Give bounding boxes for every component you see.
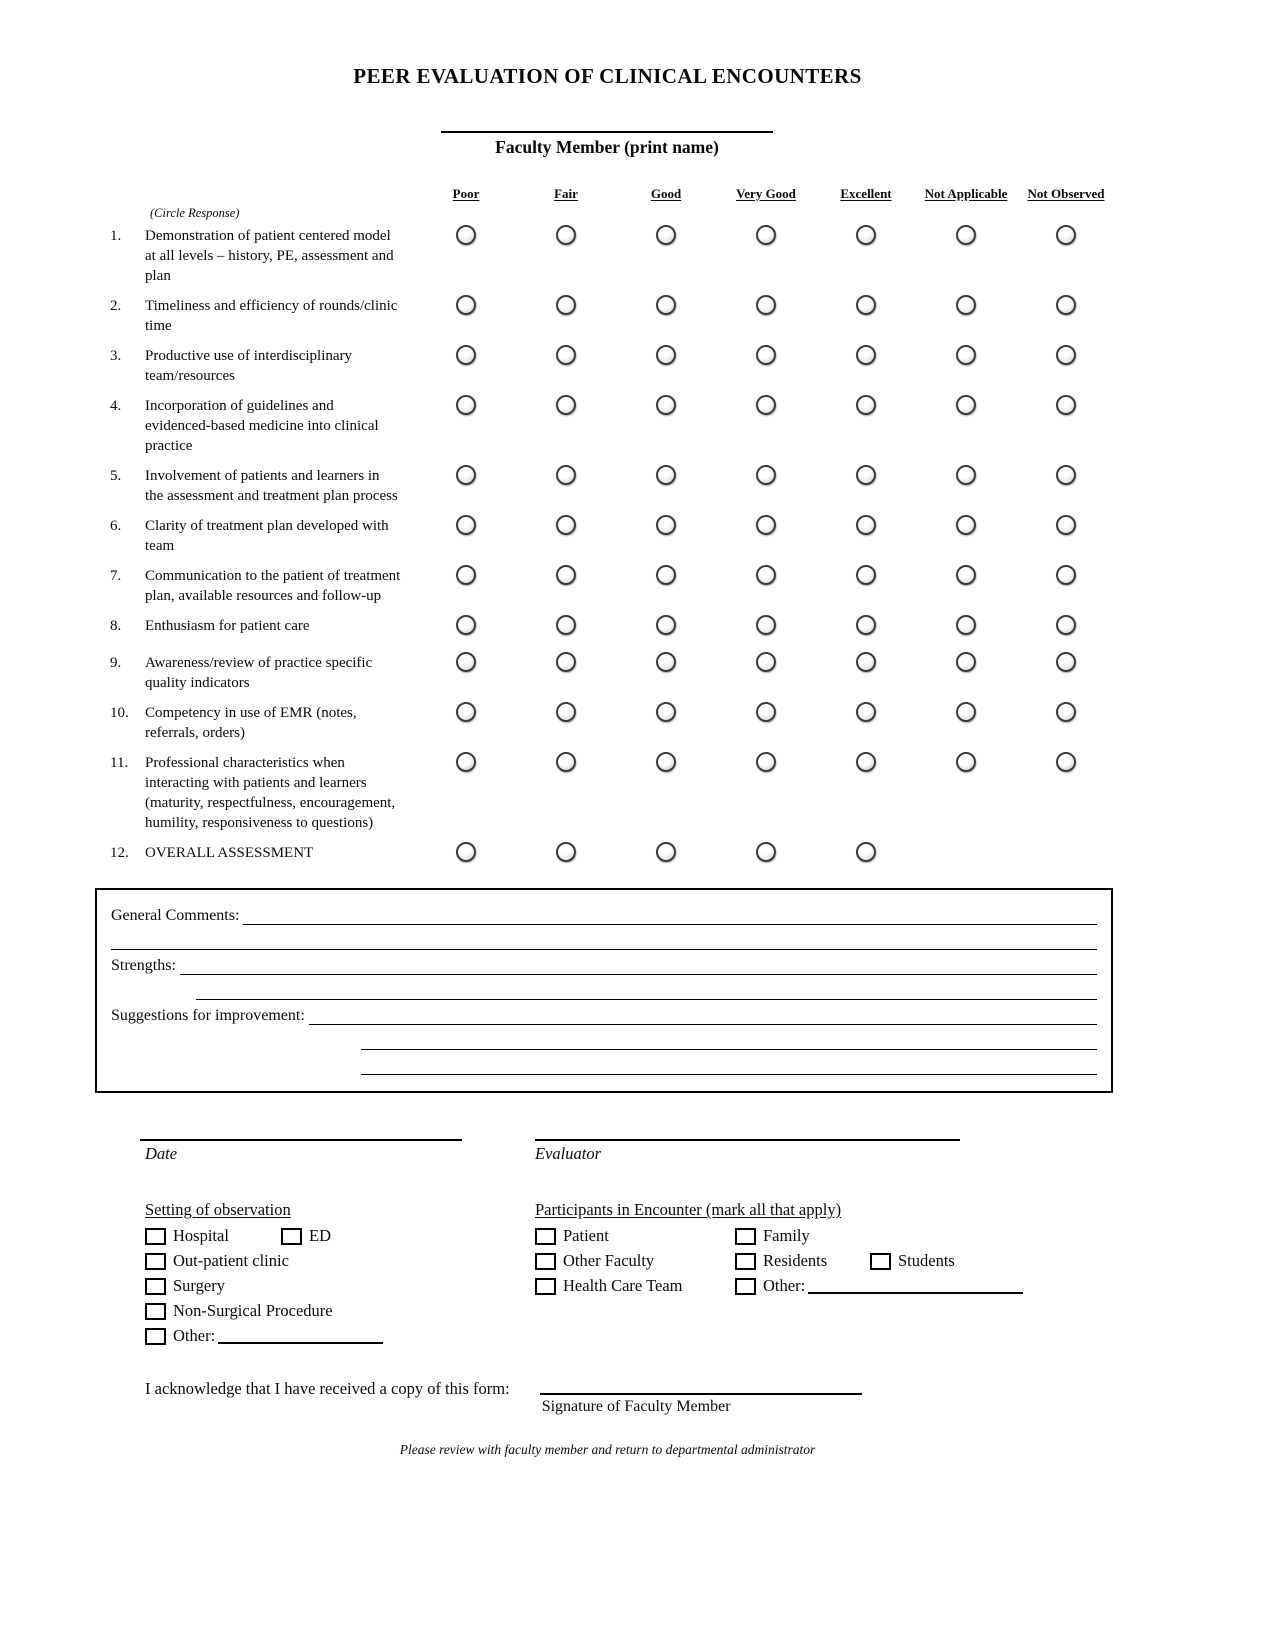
setting-option-surgery: [145, 1276, 281, 1296]
acknowledgment-text: I acknowledge that I have received a copy of this form:: [145, 1379, 510, 1398]
participants-checkbox-family[interactable]: [735, 1228, 756, 1245]
option-label: Residents: [763, 1251, 828, 1270]
faculty-signature-block: [540, 1377, 862, 1416]
date-field[interactable]: [140, 1139, 462, 1164]
rating-cell: [1016, 703, 1116, 743]
rating-circle-8-very-good[interactable]: [756, 615, 776, 635]
rating-circle-1-good[interactable]: [656, 225, 676, 245]
rating-circle-3-excellent[interactable]: [856, 345, 876, 365]
rating-cell: [816, 516, 916, 556]
rating-cell: [816, 753, 916, 833]
rating-cell: [616, 396, 716, 456]
option-label: Patient: [563, 1226, 609, 1245]
setting-heading: Setting of observation: [145, 1200, 291, 1219]
rating-cell: [616, 653, 716, 693]
rating-row-12: [110, 843, 1275, 870]
rating-circle-10-excellent[interactable]: [856, 702, 876, 722]
evaluator-field[interactable]: [535, 1139, 960, 1164]
comments-box: [95, 888, 1113, 1093]
suggestions-line-3[interactable]: [361, 1050, 1097, 1075]
rating-cell: [616, 516, 716, 556]
setting-other-blank-line[interactable]: [218, 1329, 383, 1344]
rating-circle-2-very-good[interactable]: [756, 295, 776, 315]
rating-cell: [816, 296, 916, 336]
rating-circle-11-poor[interactable]: [456, 752, 476, 772]
column-header-fair: Fair: [554, 186, 578, 201]
rating-cell: [916, 346, 1016, 386]
general-comments-line-2[interactable]: [111, 925, 1097, 950]
item-text: Timeliness and efficiency of rounds/clinic time: [145, 298, 398, 334]
setting-option-other: [145, 1326, 383, 1346]
rating-row-5: [110, 466, 1275, 506]
rating-cell: [516, 466, 616, 506]
rating-circle-10-not-observed[interactable]: [1056, 702, 1076, 722]
rating-cell: [716, 516, 816, 556]
acknowledgment-section: [145, 1377, 1275, 1416]
rating-circle-11-very-good[interactable]: [756, 752, 776, 772]
rating-circle-6-very-good[interactable]: [756, 515, 776, 535]
rating-cell: [816, 346, 916, 386]
rating-cell: [1016, 296, 1116, 336]
rating-row-4: [110, 396, 1275, 456]
rating-row-2: [110, 296, 1275, 336]
item-text: Demonstration of patient centered model at all levels – history, PE, assessment and plan: [145, 228, 394, 284]
setting-option-row: [145, 1226, 535, 1246]
rating-cell: [916, 566, 1016, 606]
item-text: Incorporation of guidelines and evidenced-based medicine into clinical practice: [145, 398, 379, 454]
item-number: 4.: [110, 398, 122, 414]
rating-header-row: [416, 186, 1275, 202]
rating-circle-5-poor[interactable]: [456, 465, 476, 485]
rating-circle-9-fair[interactable]: [556, 652, 576, 672]
rating-cell: [416, 616, 516, 643]
rating-cell: [716, 703, 816, 743]
rating-circle-1-not-observed[interactable]: [1056, 225, 1076, 245]
setting-options: [145, 1226, 535, 1346]
participants-group: [535, 1200, 1275, 1351]
form-title: PEER EVALUATION OF CLINICAL ENCOUNTERS: [353, 64, 862, 88]
setting-option-ed: [281, 1226, 331, 1246]
rating-row-7: [110, 566, 1275, 606]
option-label: Students: [898, 1251, 955, 1270]
rating-cell: [1016, 566, 1116, 606]
rating-cell: [816, 466, 916, 506]
rating-circle-3-poor[interactable]: [456, 345, 476, 365]
participants-option-other: [735, 1276, 1023, 1296]
item-number: 8.: [110, 618, 122, 634]
rating-circle-11-excellent[interactable]: [856, 752, 876, 772]
setting-checkbox-surgery[interactable]: [145, 1278, 166, 1295]
rating-cell: [816, 703, 916, 743]
strengths-line-2[interactable]: [196, 975, 1097, 1000]
setting-option-row: [145, 1276, 535, 1296]
participants-option-other-faculty: [535, 1251, 735, 1271]
column-header-poor: Poor: [452, 186, 480, 201]
rating-cell: [1016, 346, 1116, 386]
rating-circle-10-good[interactable]: [656, 702, 676, 722]
rating-circle-9-not-observed[interactable]: [1056, 652, 1076, 672]
rating-cell: [516, 616, 616, 643]
setting-checkbox-other[interactable]: [145, 1328, 166, 1345]
rating-cell: [416, 753, 516, 833]
participants-heading: Participants in Encounter (mark all that apply): [535, 1200, 842, 1219]
rating-cell: [616, 566, 716, 606]
rating-cell: [616, 346, 716, 386]
date-evaluator-row: [140, 1139, 1275, 1164]
rating-circle-6-not-applicable[interactable]: [956, 515, 976, 535]
item-number: 10.: [110, 705, 129, 721]
suggestions-line-2[interactable]: [361, 1025, 1097, 1050]
rating-cell: [416, 296, 516, 336]
option-label: Hospital: [173, 1226, 229, 1245]
rating-row-3: [110, 346, 1275, 386]
rating-circle-3-fair[interactable]: [556, 345, 576, 365]
rating-circle-7-good[interactable]: [656, 565, 676, 585]
observation-section: [145, 1200, 1275, 1351]
rating-cell: [816, 653, 916, 693]
rating-circle-11-not-applicable[interactable]: [956, 752, 976, 772]
rating-cell: [516, 566, 616, 606]
rating-circle-8-not-observed[interactable]: [1056, 615, 1076, 635]
rating-cell: [516, 753, 616, 833]
rating-cell: [616, 296, 716, 336]
rating-cell: [716, 226, 816, 286]
setting-option-row: [145, 1251, 535, 1271]
rating-cell: [916, 396, 1016, 456]
setting-checkbox-non-surgical-procedure[interactable]: [145, 1303, 166, 1320]
rating-cell: [616, 703, 716, 743]
setting-option-row: [145, 1326, 535, 1346]
rating-cell: [616, 226, 716, 286]
item-text: Professional characteristics when interacting with patients and learners (maturity, respectfulness, encouragement, humility, responsiveness to questions): [145, 755, 396, 831]
item-number: 1.: [110, 228, 122, 244]
rating-circle-4-poor[interactable]: [456, 395, 476, 415]
rating-cell: [716, 396, 816, 456]
rating-circle-12-very-good[interactable]: [756, 842, 776, 862]
rating-cell: [416, 516, 516, 556]
rating-circle-9-poor[interactable]: [456, 652, 476, 672]
rating-circle-9-not-applicable[interactable]: [956, 652, 976, 672]
item-number: 2.: [110, 298, 122, 314]
rating-circle-1-excellent[interactable]: [856, 225, 876, 245]
rating-cell: [616, 843, 716, 870]
rating-circle-8-not-applicable[interactable]: [956, 615, 976, 635]
rating-cell: [716, 616, 816, 643]
rating-circle-2-fair[interactable]: [556, 295, 576, 315]
rating-row-11: [110, 753, 1275, 833]
participants-option-row: [535, 1226, 1275, 1246]
option-label: Out-patient clinic: [173, 1251, 289, 1270]
rating-circle-3-very-good[interactable]: [756, 345, 776, 365]
participants-option-patient: [535, 1226, 735, 1246]
column-header-good: Good: [650, 186, 682, 201]
rating-cell: [816, 843, 916, 870]
rating-row-9: [110, 653, 1275, 693]
rating-circle-1-very-good[interactable]: [756, 225, 776, 245]
faculty-name-block: [441, 131, 773, 158]
rating-cell: [916, 466, 1016, 506]
rating-cell: [916, 843, 1016, 870]
rating-cell: [416, 566, 516, 606]
option-label: Surgery: [173, 1276, 225, 1295]
rating-cell: [816, 396, 916, 456]
rating-cell: [716, 653, 816, 693]
faculty-signature-line[interactable]: [540, 1377, 862, 1395]
rating-cell: [716, 843, 816, 870]
rating-cell: [916, 516, 1016, 556]
rating-circle-2-excellent[interactable]: [856, 295, 876, 315]
suggestions-row: [111, 1000, 1097, 1025]
general-comments-row: [111, 900, 1097, 925]
setting-checkbox-out-patient-clinic[interactable]: [145, 1253, 166, 1270]
rating-circle-8-fair[interactable]: [556, 615, 576, 635]
rating-circle-7-not-applicable[interactable]: [956, 565, 976, 585]
rating-cell: [716, 753, 816, 833]
rating-cell: [1016, 396, 1116, 456]
rating-circle-1-poor[interactable]: [456, 225, 476, 245]
rating-circle-10-not-applicable[interactable]: [956, 702, 976, 722]
rating-cell: [1016, 843, 1116, 870]
rating-circle-7-very-good[interactable]: [756, 565, 776, 585]
rating-cell: [716, 346, 816, 386]
rating-circle-4-not-applicable[interactable]: [956, 395, 976, 415]
setting-checkbox-ed[interactable]: [281, 1228, 302, 1245]
rating-cell: [516, 843, 616, 870]
rating-circle-6-fair[interactable]: [556, 515, 576, 535]
rating-cell: [1016, 516, 1116, 556]
rating-cell: [516, 653, 616, 693]
rating-circle-11-good[interactable]: [656, 752, 676, 772]
strengths-line-1[interactable]: [180, 953, 1097, 975]
rating-circle-8-good[interactable]: [656, 615, 676, 635]
rating-cell: [816, 566, 916, 606]
rating-circle-2-poor[interactable]: [456, 295, 476, 315]
rating-circle-11-fair[interactable]: [556, 752, 576, 772]
rating-cell: [816, 616, 916, 643]
rating-cell: [916, 616, 1016, 643]
option-label: Other:: [173, 1326, 216, 1345]
rating-cell: [916, 703, 1016, 743]
item-text: OVERALL ASSESSMENT: [145, 845, 314, 861]
rating-cell: [716, 466, 816, 506]
option-label: Family: [763, 1226, 810, 1245]
rating-cell: [416, 843, 516, 870]
rating-cell: [716, 296, 816, 336]
participants-checkbox-other-faculty[interactable]: [535, 1253, 556, 1270]
column-header-excellent: Excellent: [840, 186, 892, 201]
rating-cell: [416, 703, 516, 743]
rating-circle-8-poor[interactable]: [456, 615, 476, 635]
rating-circle-5-not-observed[interactable]: [1056, 465, 1076, 485]
rating-circle-7-poor[interactable]: [456, 565, 476, 585]
rating-cell: [616, 466, 716, 506]
rating-cell: [516, 516, 616, 556]
rating-circle-6-excellent[interactable]: [856, 515, 876, 535]
evaluator-label: Evaluator: [535, 1144, 601, 1163]
rating-cell: [716, 566, 816, 606]
rating-circle-6-poor[interactable]: [456, 515, 476, 535]
setting-option-out-patient-clinic: [145, 1251, 289, 1271]
circle-response-note: (Circle Response): [150, 206, 240, 220]
rating-circle-4-very-good[interactable]: [756, 395, 776, 415]
rating-row-8: [110, 616, 1275, 643]
rating-cell: [416, 396, 516, 456]
suggestions-label: Suggestions for improvement:: [111, 1007, 305, 1024]
rating-cell: [916, 226, 1016, 286]
date-label: Date: [145, 1144, 178, 1163]
setting-checkbox-hospital[interactable]: [145, 1228, 166, 1245]
faculty-signature-label: Signature of Faculty Member: [541, 1398, 731, 1415]
rating-cell: [516, 296, 616, 336]
item-number: 11.: [110, 755, 129, 771]
rating-row-6: [110, 516, 1275, 556]
item-text: Involvement of patients and learners in the assessment and treatment plan process: [145, 468, 398, 504]
rating-cell: [416, 226, 516, 286]
rating-cell: [1016, 226, 1116, 286]
participants-option-row: [535, 1251, 1275, 1271]
participants-option-row: [535, 1276, 1275, 1296]
rating-cell: [616, 616, 716, 643]
rating-cell: [1016, 753, 1116, 833]
form-header: [0, 0, 1215, 89]
item-number: 6.: [110, 518, 122, 534]
rating-cell: [916, 653, 1016, 693]
item-number: 5.: [110, 468, 122, 484]
item-text: Clarity of treatment plan developed with team: [145, 518, 389, 554]
option-label: Other:: [763, 1276, 806, 1295]
rating-cell: [616, 753, 716, 833]
rating-cell: [1016, 653, 1116, 693]
participants-checkbox-patient[interactable]: [535, 1228, 556, 1245]
rating-circle-2-not-applicable[interactable]: [956, 295, 976, 315]
rating-circle-5-not-applicable[interactable]: [956, 465, 976, 485]
participants-option-residents: [735, 1251, 870, 1271]
rating-circle-12-poor[interactable]: [456, 842, 476, 862]
general-comments-line-1[interactable]: [243, 903, 1097, 925]
rating-circle-2-good[interactable]: [656, 295, 676, 315]
rating-circle-1-not-applicable[interactable]: [956, 225, 976, 245]
participants-checkbox-students[interactable]: [870, 1253, 891, 1270]
rating-cell: [1016, 466, 1116, 506]
rating-rows: [110, 226, 1275, 870]
item-text: Productive use of interdisciplinary team/resources: [145, 348, 353, 384]
rating-cell: [516, 703, 616, 743]
item-text: Enthusiasm for patient care: [145, 618, 310, 634]
suggestions-line-1[interactable]: [309, 1003, 1097, 1025]
participants-checkbox-health-care-team[interactable]: [535, 1278, 556, 1295]
rating-cell: [416, 466, 516, 506]
option-label: ED: [309, 1226, 331, 1245]
rating-circle-6-good[interactable]: [656, 515, 676, 535]
rating-circle-3-good[interactable]: [656, 345, 676, 365]
rating-circle-3-not-applicable[interactable]: [956, 345, 976, 365]
participant-options: [535, 1226, 1275, 1296]
rating-cell: [916, 753, 1016, 833]
item-number: 12.: [110, 845, 129, 861]
participants-option-students: [870, 1251, 955, 1271]
rating-circle-7-excellent[interactable]: [856, 565, 876, 585]
column-header-very-good: Very Good: [736, 186, 796, 201]
rating-cell: [416, 346, 516, 386]
item-number: 7.: [110, 568, 122, 584]
rating-row-1: [110, 226, 1275, 286]
setting-option-row: [145, 1301, 535, 1321]
rating-circle-9-very-good[interactable]: [756, 652, 776, 672]
rating-circle-2-not-observed[interactable]: [1056, 295, 1076, 315]
rating-circle-12-excellent[interactable]: [856, 842, 876, 862]
rating-cell: [516, 226, 616, 286]
rating-circle-7-not-observed[interactable]: [1056, 565, 1076, 585]
participants-other-blank-line[interactable]: [808, 1279, 1023, 1294]
rating-circle-10-fair[interactable]: [556, 702, 576, 722]
option-label: Non-Surgical Procedure: [173, 1301, 333, 1320]
rating-circle-11-not-observed[interactable]: [1056, 752, 1076, 772]
rating-circle-10-very-good[interactable]: [756, 702, 776, 722]
rating-circle-4-fair[interactable]: [556, 395, 576, 415]
option-label: Other Faculty: [563, 1251, 655, 1270]
rating-circle-10-poor[interactable]: [456, 702, 476, 722]
item-text: Competency in use of EMR (notes, referrals, orders): [145, 705, 357, 741]
rating-circle-9-excellent[interactable]: [856, 652, 876, 672]
rating-circle-9-good[interactable]: [656, 652, 676, 672]
column-header-not-observed: Not Observed: [1027, 186, 1105, 201]
rating-circle-8-excellent[interactable]: [856, 615, 876, 635]
faculty-name-label: Faculty Member (print name): [495, 137, 719, 157]
column-header-not-applicable: Not Applicable: [924, 186, 1008, 201]
rating-circle-4-excellent[interactable]: [856, 395, 876, 415]
setting-of-observation-group: [145, 1200, 535, 1351]
setting-option-non-surgical-procedure: [145, 1301, 333, 1321]
rating-circle-7-fair[interactable]: [556, 565, 576, 585]
rating-cell: [816, 226, 916, 286]
item-text: Awareness/review of practice specific quality indicators: [145, 655, 373, 691]
item-text: Communication to the patient of treatment plan, available resources and follow-up: [145, 568, 401, 604]
participants-checkbox-residents[interactable]: [735, 1253, 756, 1270]
rating-circle-4-good[interactable]: [656, 395, 676, 415]
strengths-label: Strengths:: [111, 957, 176, 974]
general-comments-label: General Comments:: [111, 907, 240, 924]
rating-circle-5-good[interactable]: [656, 465, 676, 485]
rating-circle-4-not-observed[interactable]: [1056, 395, 1076, 415]
rating-cell: [516, 346, 616, 386]
rating-circle-6-not-observed[interactable]: [1056, 515, 1076, 535]
rating-circle-12-fair[interactable]: [556, 842, 576, 862]
rating-matrix: [110, 186, 1275, 870]
rating-circle-3-not-observed[interactable]: [1056, 345, 1076, 365]
setting-option-hospital: [145, 1226, 281, 1246]
item-number: 9.: [110, 655, 122, 671]
participants-option-health-care-team: [535, 1276, 735, 1296]
rating-row-10: [110, 703, 1275, 743]
footer-note: Please review with faculty member and return to departmental administrator: [399, 1442, 816, 1457]
rating-cell: [1016, 616, 1116, 643]
participants-option-family: [735, 1226, 870, 1246]
rating-circle-1-fair[interactable]: [556, 225, 576, 245]
rating-circle-5-fair[interactable]: [556, 465, 576, 485]
rating-cell: [416, 653, 516, 693]
rating-circle-12-good[interactable]: [656, 842, 676, 862]
option-label: Health Care Team: [563, 1276, 683, 1295]
rating-cell: [516, 396, 616, 456]
item-number: 3.: [110, 348, 122, 364]
strengths-row: [111, 950, 1097, 975]
participants-checkbox-other[interactable]: [735, 1278, 756, 1295]
rating-cell: [916, 296, 1016, 336]
rating-circle-5-very-good[interactable]: [756, 465, 776, 485]
rating-circle-5-excellent[interactable]: [856, 465, 876, 485]
